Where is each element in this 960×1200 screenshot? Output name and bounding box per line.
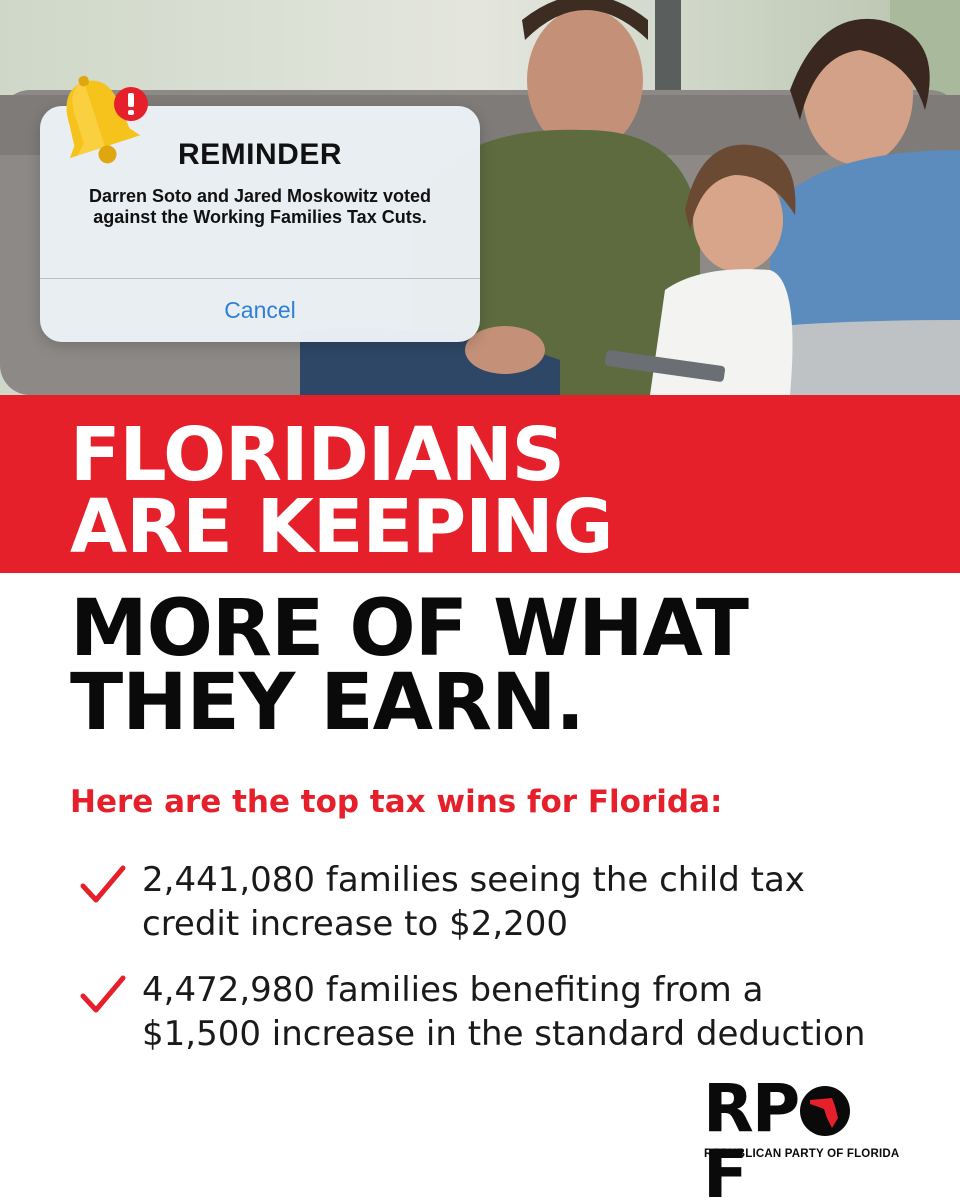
tax-wins-heading: Here are the top tax wins for Florida: <box>70 784 723 820</box>
checkmark-icon <box>80 974 126 1014</box>
headline-line-3: MORE OF WHAT <box>70 584 749 674</box>
list-item <box>80 858 880 948</box>
florida-o-icon <box>798 1084 852 1138</box>
cancel-button[interactable]: Cancel <box>224 297 296 323</box>
notification-message: Darren Soto and Jared Moskowitz voted against the Working Families Tax Cuts. <box>88 186 432 227</box>
bell-alert-icon <box>52 72 152 168</box>
logo-tagline: REPUBLICAN PARTY OF FLORIDA <box>704 1148 900 1160</box>
rpof-logo <box>703 1070 900 1200</box>
headline-line-1: FLORIDIANS <box>70 412 564 498</box>
headline-line-4: THEY EARN. <box>70 658 585 748</box>
headline-line-2: ARE KEEPING <box>70 484 613 570</box>
checkmark-icon <box>80 864 126 904</box>
tax-win-text: 2,441,080 families seeing the child tax credit increase to $2,200 <box>142 860 805 944</box>
tax-win-text: 4,472,980 families benefiting from a $1,500 increase in the standard deduction <box>142 970 866 1054</box>
logo-letters-right: F <box>703 1136 747 1200</box>
logo-letters-left: RP <box>703 1070 799 1147</box>
notification-title: REMINDER <box>177 138 342 171</box>
